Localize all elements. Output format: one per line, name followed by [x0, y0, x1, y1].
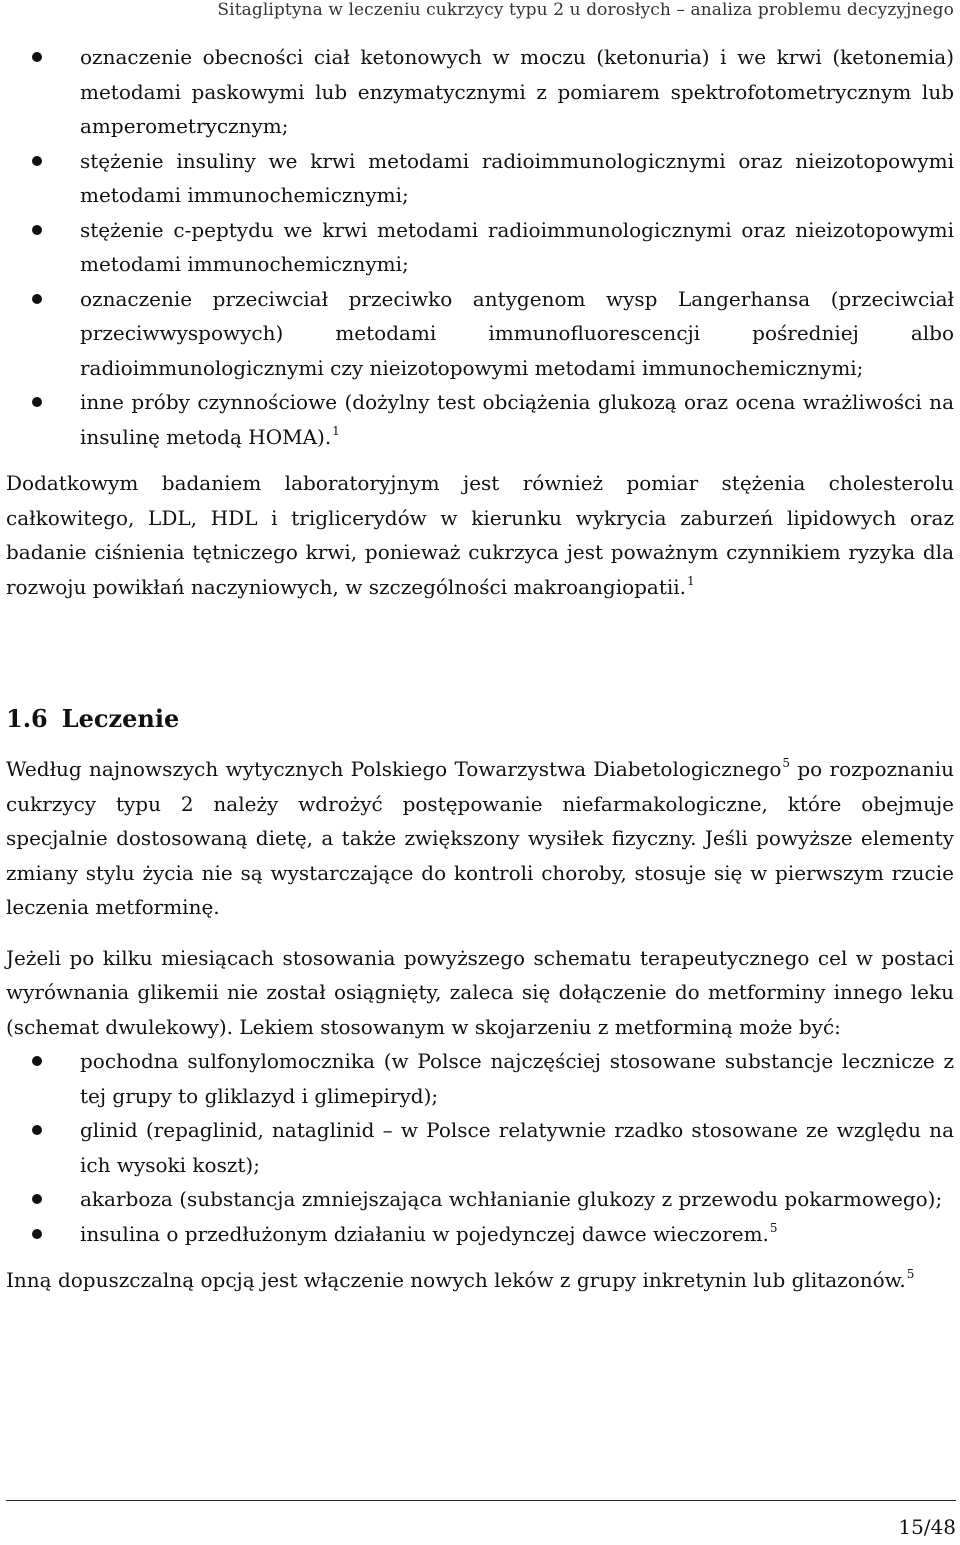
list-item [6, 1044, 954, 1113]
bullet-icon [32, 294, 42, 304]
bullet-icon [32, 225, 42, 235]
bullet-icon [32, 397, 42, 407]
bullet-icon [32, 156, 42, 166]
bullet-icon [32, 1229, 42, 1239]
paragraph-text: Według najnowszych wytycznych Polskiego Towarzystwa Diabetologicznego [6, 757, 782, 781]
list-item [6, 385, 954, 454]
footnote-ref: 5 [906, 1267, 915, 1281]
list-item-text: glinid (repaglinid, nataglinid – w Polsce relatywnie rzadko stosowane ze względu na ich wysoki koszt); [80, 1118, 954, 1177]
list-item [6, 1217, 954, 1252]
paragraph-text: Inną dopuszczalną opcją jest włączenie nowych leków z grupy inkretynin lub glitazonów. [6, 1268, 906, 1292]
paragraph-text: po rozpoznaniu cukrzycy typu 2 należy wdrożyć postępowanie niefarmakologiczne, które obejmuje specjalnie dostosowaną dietę, a także zwiększony wysiłek fizyczny. Jeśli powyższe elementy zmiany stylu życia nie są wystarczające do kontroli choroby, stosuje się w pierwszym rzucie leczenia metforminę. [6, 757, 955, 919]
footnote-ref: 1 [332, 423, 340, 438]
running-header: Sitagliptyna w leczeniu cukrzycy typu 2 u dorosłych – analiza problemu decyzyjnego [217, 0, 954, 20]
list-item [6, 144, 954, 213]
list-item [6, 1113, 954, 1182]
list-item-text: oznaczenie przeciwciał przeciwko antygenom wysp Langerhansa (przeciwciał przeciwwyspowych) metodami immunofluorescencji pośredniej albo radioimmunologicznymi czy nieizotopowymi metodami immunochemicznymi; [80, 286, 954, 380]
list-item [6, 282, 954, 386]
page-number: 15/48 [898, 1515, 956, 1539]
list-item [6, 40, 954, 144]
bullet-icon [32, 1056, 42, 1066]
bullet-icon [32, 1125, 42, 1135]
bullet-icon [32, 1194, 42, 1204]
paragraph-text: Dodatkowym badaniem laboratoryjnym jest również pomiar stężenia cholesterolu całkowitego, LDL, HDL i triglicerydów w kierunku wykrycia zaburzeń lipidowych oraz badanie ciśnienia tętniczego krwi, ponieważ cukrzyca jest poważnym czynnikiem ryzyka dla rozwoju powikłań naczyniowych, w szczególności makroangiopatii. [6, 471, 954, 599]
paragraph-incretins [6, 1263, 954, 1298]
footnote-ref: 5 [769, 1220, 778, 1235]
list-item-text: inne próby czynnościowe (dożylny test obciążenia glukozą oraz ocena wrażliwości na insulinę metodą HOMA). [80, 390, 954, 449]
drugs-list [6, 1044, 954, 1251]
footnote-ref: 5 [782, 756, 791, 770]
bullet-icon [32, 52, 42, 62]
section-heading [6, 702, 954, 736]
paragraph-lab-tests [6, 466, 954, 604]
diagnostic-tests-list [6, 40, 954, 454]
list-item-text: insulina o przedłużonym działaniu w pojedynczej dawce wieczorem. [80, 1221, 769, 1246]
list-item-text: oznaczenie obecności ciał ketonowych w moczu (ketonuria) i we krwi (ketonemia) metodami paskowymi lub enzymatycznymi z pomiarem spektrofotometrycznym lub amperometrycznym; [80, 45, 954, 138]
section-number: 1.6 [6, 704, 48, 733]
paragraph-dual-therapy [6, 941, 954, 1045]
list-item [6, 213, 954, 282]
page-content [6, 40, 954, 1298]
section-title: Leczenie [61, 704, 180, 733]
footnote-ref: 1 [687, 573, 695, 588]
list-item [6, 1182, 954, 1217]
list-item-text: stężenie insuliny we krwi metodami radioimmunologicznymi oraz nieizotopowymi metodami immunochemicznymi; [80, 148, 954, 207]
footer-divider [6, 1500, 956, 1501]
list-item-text: akarboza (substancja zmniejszająca wchłanianie glukozy z przewodu pokarmowego); [80, 1187, 943, 1211]
list-item-text: pochodna sulfonylomocznika (w Polsce najczęściej stosowane substancje lecznicze z tej grupy to gliklazyd i glimepiryd); [80, 1049, 954, 1108]
list-item-text: stężenie c-peptydu we krwi metodami radioimmunologicznymi oraz nieizotopowymi metodami immunochemicznymi; [80, 217, 954, 276]
paragraph-text: Jeżeli po kilku miesiącach stosowania powyższego schematu terapeutycznego cel w postaci wyrównania glikemii nie został osiągnięty, zaleca się dołączenie do metforminy innego leku (schemat dwulekowy). Lekiem stosowanym w skojarzeniu z metforminą może być: [6, 945, 954, 1039]
paragraph-guidelines [6, 752, 954, 925]
